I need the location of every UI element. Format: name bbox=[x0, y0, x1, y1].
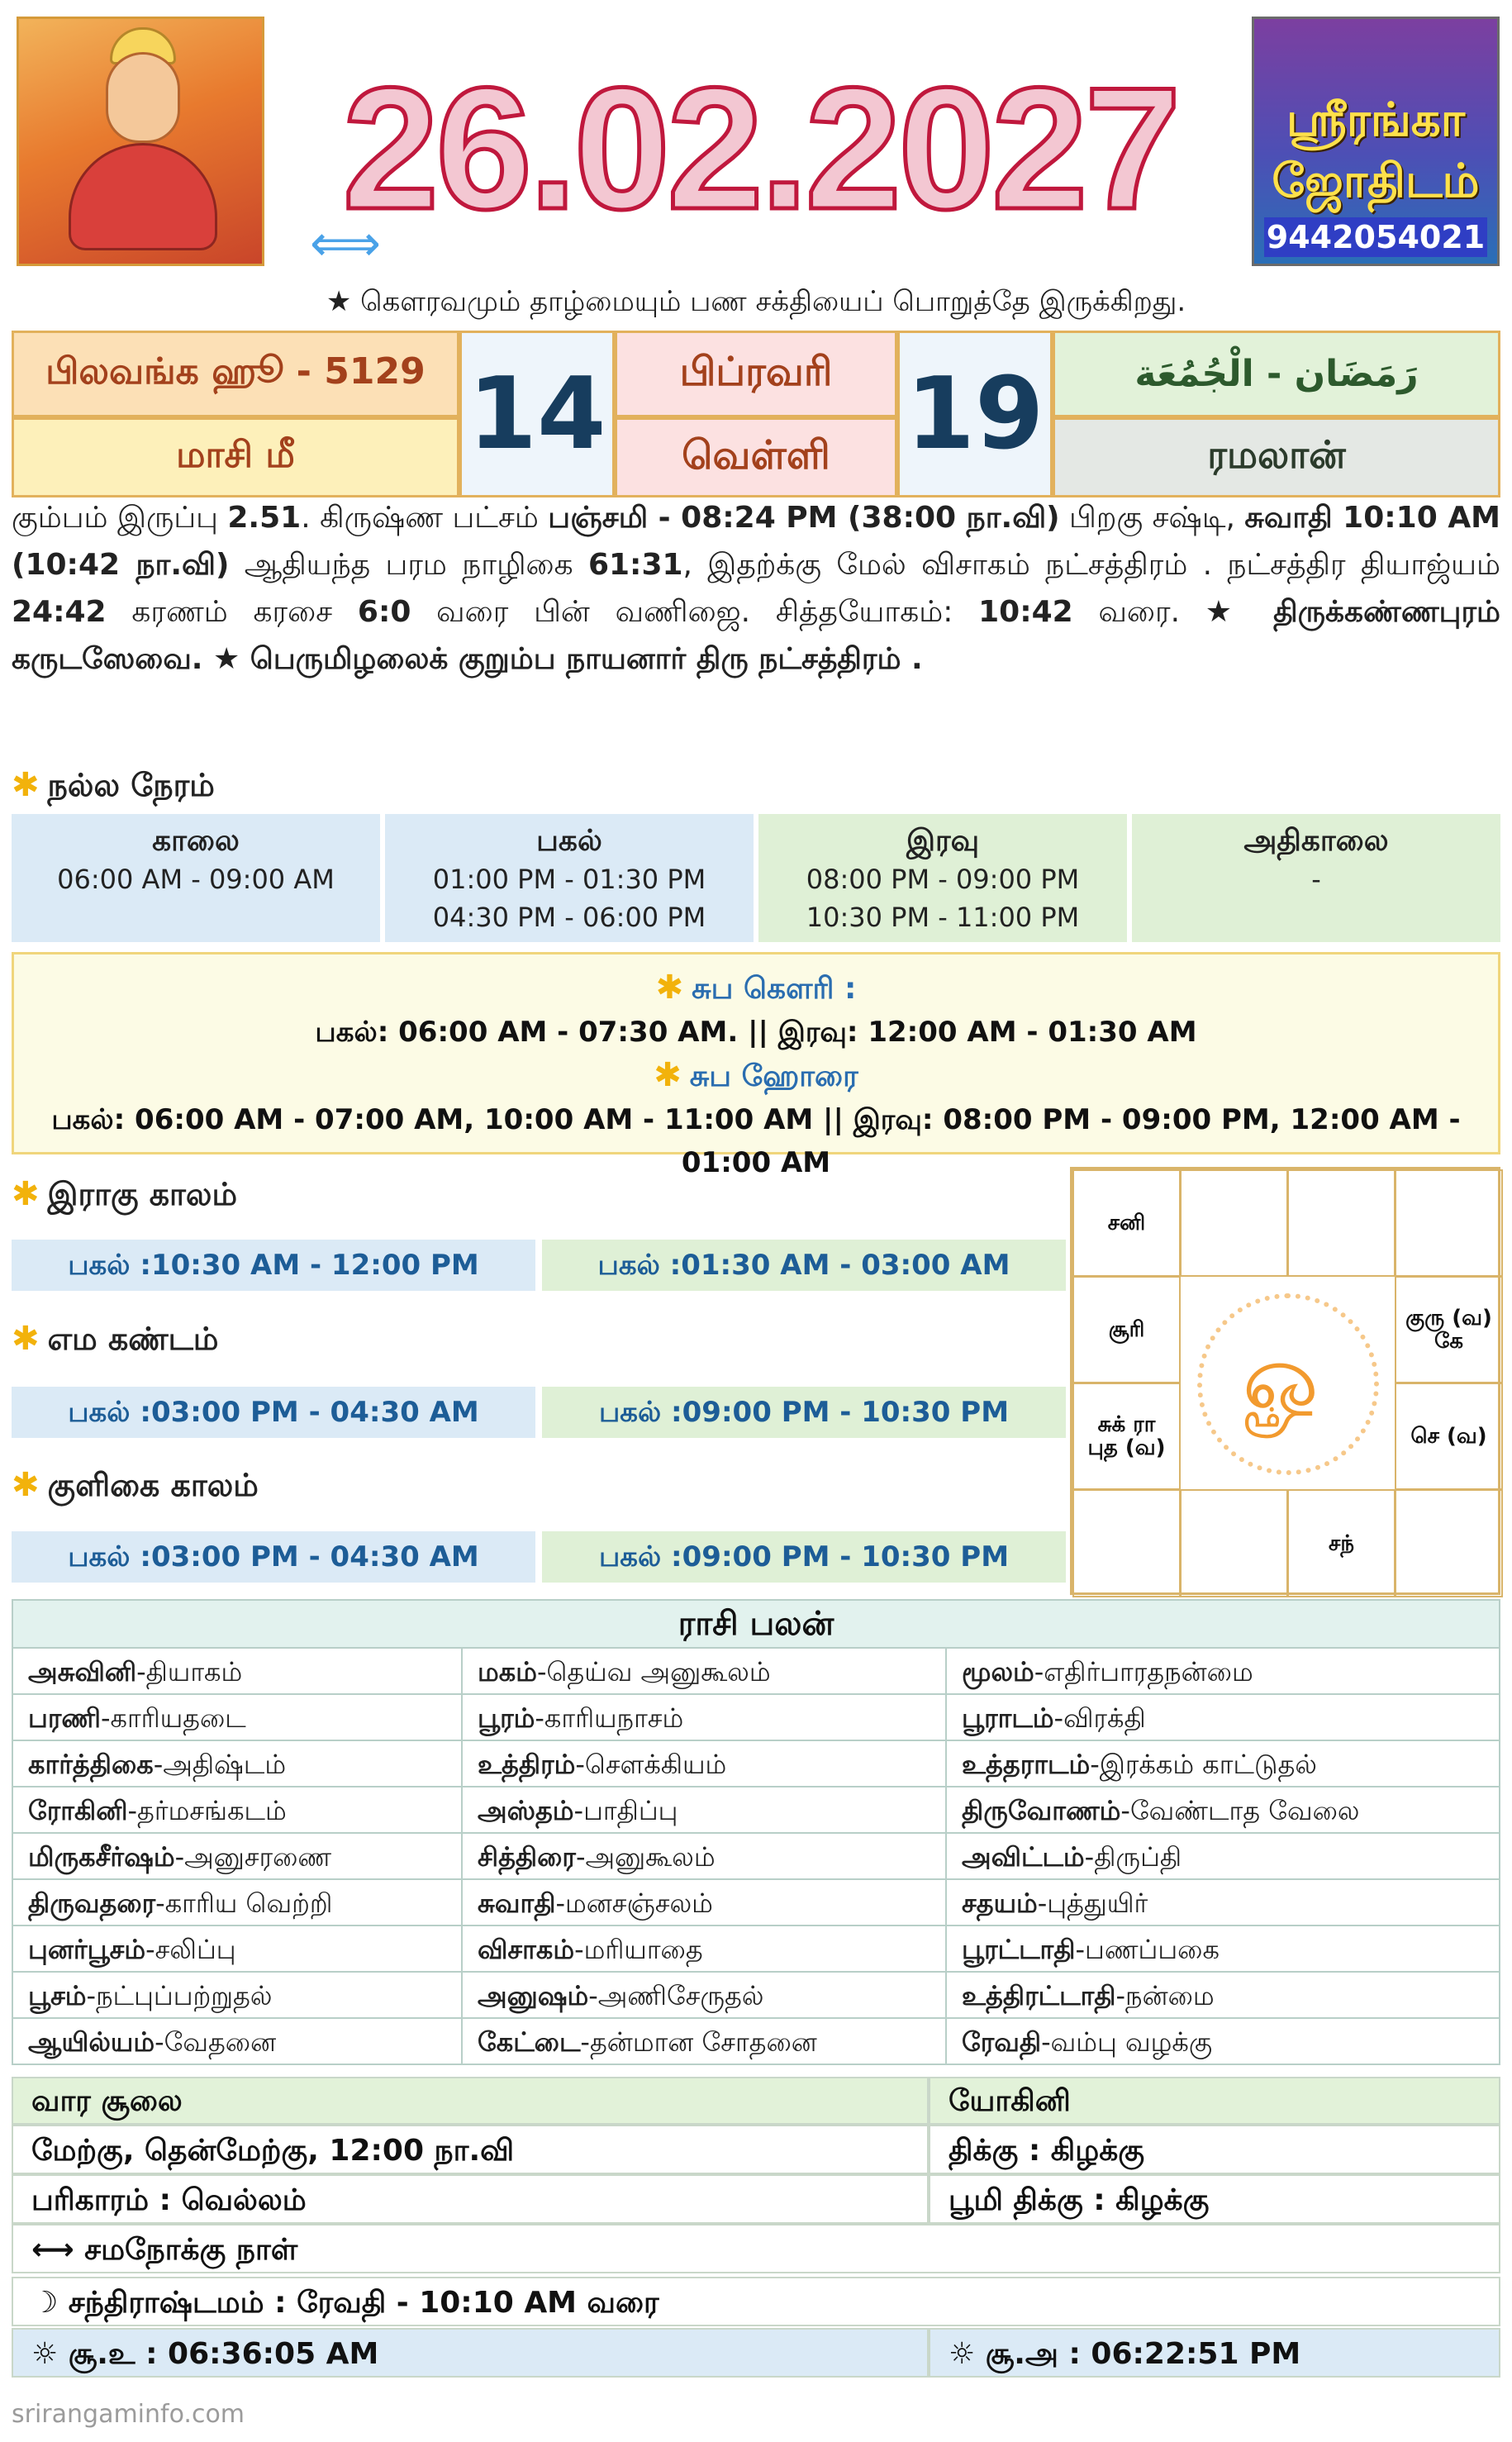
logo-line2: ஜோதிடம் bbox=[1272, 155, 1480, 208]
kuligai-kalam-2: பகல் :09:00 PM - 10:30 PM bbox=[542, 1531, 1066, 1583]
samanokku-day: ⟷ சமநோக்கு நாள் bbox=[12, 2224, 1500, 2273]
rahu-kalam-2: பகல் :01:30 AM - 03:00 AM bbox=[542, 1240, 1066, 1291]
palan-cell bbox=[12, 1926, 463, 1973]
star-name: திருவதரை bbox=[28, 1887, 156, 1919]
islamic-month: ரமலான் bbox=[1053, 417, 1500, 497]
yogini-value: திக்கு : கிழக்கு bbox=[929, 2125, 1500, 2174]
gowri-title: ✱ சுப கௌரி : bbox=[655, 969, 857, 1007]
rasi-house-simmam: செ (வ) bbox=[1395, 1383, 1503, 1490]
star-result: -காரிய வெற்றி bbox=[155, 1887, 333, 1919]
rasi-house-kumbam: சூரி bbox=[1072, 1276, 1181, 1383]
star-result: -தியாகம் bbox=[136, 1656, 243, 1688]
star-result: -இரக்கம் காட்டுதல் bbox=[1090, 1749, 1317, 1780]
star-result: -நன்மை bbox=[1115, 1980, 1215, 2011]
palan-cell bbox=[463, 1741, 947, 1787]
palan-cell bbox=[947, 1649, 1500, 1695]
star-result: -புத்துயிர் bbox=[1037, 1887, 1148, 1919]
star-result: -தெய்வ அனுகூலம் bbox=[536, 1656, 771, 1688]
star-name: திருவோணம் bbox=[962, 1795, 1121, 1826]
swap-arrows-icon[interactable]: ⟺ bbox=[310, 215, 382, 273]
nalla-neram-heading: ✱ நல்ல நேரம் bbox=[12, 766, 215, 804]
yogini-heading: யோகினி bbox=[929, 2077, 1500, 2125]
parigaram-value: பரிகாரம் : வெல்லம் bbox=[12, 2174, 929, 2224]
hora-title: ✱ சுப ஹோரை bbox=[654, 1056, 858, 1094]
star-result: -மனசஞ்சலம் bbox=[555, 1887, 713, 1919]
subha-panel bbox=[12, 952, 1500, 1179]
star-result: -பாதிப்பு bbox=[573, 1795, 678, 1826]
star-icon: ✱ bbox=[12, 1466, 40, 1504]
palan-cell bbox=[947, 1973, 1500, 2019]
rahu-kalam-1: பகல் :10:30 AM - 12:00 PM bbox=[12, 1240, 535, 1291]
nalla-neram-night: இரவு 08:00 PM - 09:00 PM 10:30 PM - 11:00 PM bbox=[758, 814, 1127, 942]
palan-cell bbox=[947, 1695, 1500, 1741]
palan-cell bbox=[463, 1834, 947, 1880]
footer-site-name[interactable]: srirangaminfo.com bbox=[12, 2400, 245, 2429]
star-result: -வம்பு வழக்கு bbox=[1041, 2026, 1213, 2058]
star-name: ரோகினி bbox=[28, 1795, 128, 1826]
rasi-house-kanni bbox=[1395, 1489, 1503, 1597]
chandrashtamam: ☽ சந்திராஷ்டமம் : ரேவதி - 10:10 AM வரை bbox=[12, 2277, 1500, 2326]
yama-kandam-heading: ✱ எம கண்டம் bbox=[12, 1320, 219, 1358]
star-result: -வேதனை bbox=[155, 2026, 277, 2058]
star-name: கார்த்திகை bbox=[28, 1749, 154, 1780]
palan-cell bbox=[12, 1695, 463, 1741]
yama-kandam-1: பகல் :03:00 PM - 04:30 AM bbox=[12, 1387, 535, 1438]
mandala-decoration bbox=[1197, 1293, 1379, 1475]
rahu-kalam-heading: ✱ இராகு காலம் bbox=[12, 1175, 238, 1213]
star-icon: ✱ bbox=[12, 766, 40, 804]
star-name: உத்திரட்டாதி bbox=[962, 1980, 1116, 2011]
palan-cell bbox=[463, 2019, 947, 2065]
star-result: -சலிப்பு bbox=[145, 1934, 236, 1965]
palan-cell bbox=[947, 1741, 1500, 1787]
page-title-date: 26.02.2027 bbox=[342, 51, 1178, 245]
palan-cell bbox=[463, 1787, 947, 1834]
star-name: கேட்டை bbox=[478, 2026, 581, 2058]
star-name: உத்தராடம் bbox=[962, 1749, 1091, 1780]
sunrise-time: ☼ சூ.உ : 06:36:05 AM bbox=[12, 2328, 929, 2378]
palan-cell bbox=[947, 1834, 1500, 1880]
palan-cell bbox=[947, 2019, 1500, 2065]
palan-cell bbox=[12, 1787, 463, 1834]
palan-cell bbox=[12, 1649, 463, 1695]
star-result: -காரியதடை bbox=[100, 1702, 246, 1734]
star-name: அவிட்டம் bbox=[962, 1841, 1085, 1873]
palan-cell bbox=[463, 1973, 947, 2019]
star-icon: ✱ bbox=[654, 1056, 682, 1094]
daily-quote: ★ கௌரவமும் தாழ்மையும் பண சக்தியைப் பொறுத்தே இருக்கிறது. bbox=[326, 285, 1186, 318]
tamil-day-number: 14 bbox=[459, 331, 615, 497]
star-result: -அனுகூலம் bbox=[575, 1841, 716, 1873]
star-result: -சௌக்கியம் bbox=[575, 1749, 727, 1780]
star-name: புனர்பூசம் bbox=[28, 1934, 146, 1965]
star-result: -அனுசரணை bbox=[174, 1841, 332, 1873]
star-result: -அதிஷ்டம் bbox=[153, 1749, 287, 1780]
deity-image bbox=[17, 17, 264, 266]
sunset-time: ☼ சூ.அ : 06:22:51 PM bbox=[929, 2328, 1500, 2378]
rasi-house-mithunam bbox=[1395, 1169, 1503, 1277]
star-icon: ✱ bbox=[12, 1320, 40, 1358]
star-name: சுவாதி bbox=[478, 1887, 556, 1919]
tamil-year: பிலவங்க ஹூ - 5129 bbox=[12, 331, 459, 417]
star-result: -பணப்பகை bbox=[1075, 1934, 1220, 1965]
islamic-date: رَمَضَان - الْجُمُعَة bbox=[1053, 331, 1500, 417]
star-result: -தன்மான சோதனை bbox=[580, 2026, 817, 2058]
star-name: அஸ்தம் bbox=[478, 1795, 574, 1826]
palan-cell bbox=[947, 1926, 1500, 1973]
palan-cell bbox=[12, 2019, 463, 2065]
star-icon: ✱ bbox=[655, 969, 684, 1007]
rasi-house-dhanusu bbox=[1072, 1489, 1181, 1597]
star-name: உத்திரம் bbox=[478, 1749, 576, 1780]
star-name: சித்திரை bbox=[478, 1841, 576, 1873]
rasi-house-kadagam: குரு (வ) கே bbox=[1395, 1276, 1503, 1383]
vara-soolai-heading: வார சூலை bbox=[12, 2077, 929, 2125]
palan-cell bbox=[463, 1695, 947, 1741]
palan-cell bbox=[12, 1834, 463, 1880]
star-result: -மரியாதை bbox=[574, 1934, 703, 1965]
star-name: மூலம் bbox=[962, 1656, 1034, 1688]
star-name: மகம் bbox=[478, 1656, 537, 1688]
weekday: வெள்ளி bbox=[615, 417, 897, 497]
star-result: -வேண்டாத வேலை bbox=[1120, 1795, 1360, 1826]
star-result: -எதிர்பாரதநன்மை bbox=[1034, 1656, 1253, 1688]
nalla-neram-morning: காலை 06:00 AM - 09:00 AM bbox=[12, 814, 380, 942]
palan-cell bbox=[12, 1741, 463, 1787]
star-icon: ✱ bbox=[12, 1175, 40, 1213]
vara-soolai-value: மேற்கு, தென்மேற்கு, 12:00 நா.வி bbox=[12, 2125, 929, 2174]
kuligai-kalam-1: பகல் :03:00 PM - 04:30 AM bbox=[12, 1531, 535, 1583]
star-name: அனுஷம் bbox=[478, 1980, 589, 2011]
palan-cell bbox=[947, 1787, 1500, 1834]
bhumi-thikku-value: பூமி திக்கு : கிழக்கு bbox=[929, 2174, 1500, 2224]
star-name: பூரம் bbox=[478, 1702, 535, 1734]
star-name: பரணி bbox=[28, 1702, 101, 1734]
palan-cell bbox=[463, 1649, 947, 1695]
rasi-house-mesham bbox=[1180, 1169, 1288, 1277]
star-name: விசாகம் bbox=[478, 1934, 575, 1965]
nalla-neram-day: பகல் 01:00 PM - 01:30 PM 04:30 PM - 06:00 PM bbox=[385, 814, 754, 942]
star-name: பூராடம் bbox=[962, 1702, 1054, 1734]
star-name: அசுவினி bbox=[28, 1656, 137, 1688]
star-name: சதயம் bbox=[962, 1887, 1038, 1919]
brand-logo[interactable] bbox=[1252, 17, 1500, 266]
rasi-house-meenam: சனி bbox=[1072, 1169, 1181, 1277]
star-name: ஆயில்யம் bbox=[28, 2026, 155, 2058]
rasi-center bbox=[1181, 1277, 1395, 1490]
panchang-description: கும்பம் இருப்பு 2.51. கிருஷ்ண பட்சம் பஞ்சமி - 08:24 PM (38:00 நா.வி) பிறகு சஷ்டி, சுவாதி 10:10 AM (10:42 நா.வி) ஆதியந்த பரம நாழிகை 61:31, இதற்க்கு மேல் விசாகம் நட்சத்திரம் . நட்சத்திர தியாஜ்யம் 24:42 கரணம் கரசை 6:0 வரை பின் வணிஜை. சித்தயோகம்: 10:42 வரை. ★ திருக்கண்ணபுரம் கருடஸேவை. ★ பெருமிழலைக் குறும்ப நாயனார் திரு நட்சத்திரம் . bbox=[12, 501, 1501, 676]
nalla-neram-early-morning: அதிகாலை - bbox=[1132, 814, 1500, 942]
star-result: -காரியநாசம் bbox=[535, 1702, 684, 1734]
star-name: பூரட்டாதி bbox=[962, 1934, 1076, 1965]
logo-line1: ஸ்ரீரங்கா bbox=[1286, 93, 1465, 147]
star-result: -விரக்தி bbox=[1053, 1702, 1146, 1734]
palan-cell bbox=[12, 1880, 463, 1926]
rasi-house-thulam: சந் bbox=[1287, 1489, 1396, 1597]
yama-kandam-2: பகல் :09:00 PM - 10:30 PM bbox=[542, 1387, 1066, 1438]
kuligai-kalam-heading: ✱ குளிகை காலம் bbox=[12, 1466, 259, 1504]
star-name: பூசம் bbox=[28, 1980, 87, 2011]
deity-face bbox=[106, 52, 180, 143]
star-result: -திருப்தி bbox=[1084, 1841, 1182, 1873]
star-result: -தர்மசங்கடம் bbox=[127, 1795, 287, 1826]
deity-body bbox=[69, 143, 217, 250]
gowri-value: பகல்: 06:00 AM - 07:30 AM. || இரவு: 12:00 AM - 01:30 AM bbox=[315, 1016, 1197, 1049]
tamil-month: மாசி மீ bbox=[12, 417, 459, 497]
star-name: ரேவதி bbox=[962, 2026, 1042, 2058]
english-day-number: 19 bbox=[897, 331, 1053, 497]
star-result: -நட்புப்பற்றுதல் bbox=[86, 1980, 273, 2011]
palan-cell bbox=[463, 1926, 947, 1973]
om-icon: ௐ bbox=[1242, 1324, 1334, 1430]
palan-cell bbox=[12, 1973, 463, 2019]
rasi-house-viruchigam bbox=[1180, 1489, 1288, 1597]
rasi-palan-heading: ராசி பலன் bbox=[12, 1599, 1500, 1649]
palan-cell bbox=[947, 1880, 1500, 1926]
rasi-house-rishabam bbox=[1287, 1169, 1396, 1277]
rasi-house-makaram: சுக் ரா புத (வ) bbox=[1072, 1383, 1181, 1490]
english-month: பிப்ரவரி bbox=[615, 331, 897, 417]
rasi-chart bbox=[1070, 1167, 1500, 1595]
logo-phone: 9442054021 bbox=[1264, 217, 1487, 257]
star-name: மிருகசீர்ஷம் bbox=[28, 1841, 175, 1873]
hora-value: பகல்: 06:00 AM - 07:00 AM, 10:00 AM - 11:00 AM || இரவு: 08:00 PM - 09:00 PM, 12:00 AM - 01:00 AM bbox=[51, 1103, 1461, 1179]
star-result: -அணிசேருதல் bbox=[588, 1980, 764, 2011]
palan-cell bbox=[463, 1880, 947, 1926]
